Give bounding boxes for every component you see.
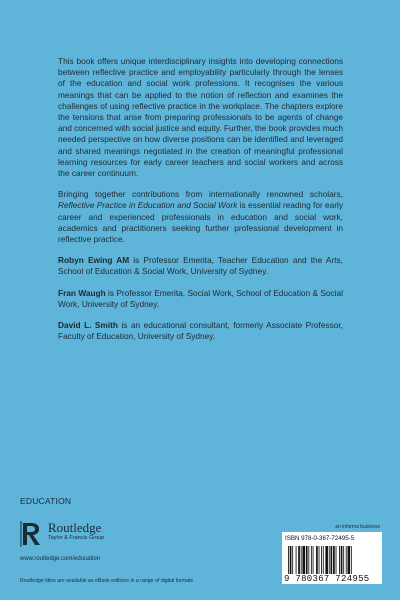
barcode-bar (301, 546, 302, 574)
book-title: Reflective Practice in Education and Social Work (58, 200, 238, 211)
blurb-text: Bringing together contributions from internationally renowned scholars, (58, 189, 343, 200)
barcode-bar (333, 546, 335, 574)
barcode-bar (351, 546, 352, 574)
barcode-bar (343, 546, 344, 574)
barcode-bar (331, 546, 333, 574)
barcode-bar (296, 546, 297, 574)
barcode-bar (321, 546, 322, 574)
barcode-bar (290, 546, 292, 574)
barcode-bar (348, 546, 351, 574)
barcode-bar (341, 546, 343, 574)
author-bio-1 (58, 255, 343, 277)
author-name: David L. Smith (58, 320, 118, 331)
barcode-bar (311, 546, 312, 574)
author-bio-text: is Professor Emerita, Social Work, School of Education & Social Work, University of Sydney. (58, 287, 343, 309)
author-bio-3 (58, 320, 343, 342)
barcode-bar (319, 546, 320, 574)
author-bio-2 (58, 288, 343, 310)
barcode-bar (298, 546, 300, 574)
publisher-name: Routledge (48, 520, 102, 535)
subject-label: EDUCATION (20, 496, 72, 506)
barcode-bar (306, 546, 308, 574)
barcode-bar (323, 546, 324, 574)
barcode-bar (302, 546, 305, 574)
publisher-group: Taylor & Francis Group (48, 535, 105, 541)
barcode-bar (292, 546, 293, 574)
ebook-note: Routledge titles are available as eBook editions in a range of digital formats (20, 578, 194, 584)
publisher-url: www.routledge.com/education (20, 556, 101, 562)
barcode-bar (316, 546, 318, 574)
author-name: Fran Waugh (58, 287, 106, 298)
blurb-text: is essential reading for early career and experienced professionals in education and social work, academics and practitioners seeking further professional development in reflective practice. (58, 200, 343, 245)
barcode-bar (339, 546, 340, 574)
barcode-bar (329, 546, 330, 574)
barcode-bar (313, 546, 314, 574)
barcode-bar (346, 546, 347, 574)
publisher-logo (20, 521, 104, 547)
blurb (58, 56, 343, 352)
barcode-bar (308, 546, 309, 574)
publisher-name-block (48, 521, 104, 542)
barcode-bar (336, 546, 337, 574)
blurb-paragraph-1: This book offers unique interdisciplinary insights into developing connections between reflective practice and employability particularly through the lenses of the education and social work professions. It recognises the various meanings that can be applied to the notion of reflection and examines the challenges of using reflective practice in the workplace. The chapters explore the tensions that arise from preparing professionals to be agents of change and concerned with social justice and equity. Further, the book provides much needed perspective on how diverse positions can be identified and leveraged and shared meanings negotiated in the creation of meaningful professional learning resources for early career teachers and social workers and across the career continuum. (58, 56, 343, 179)
isbn-label: ISBN 978-0-367-72495-5 (285, 535, 355, 542)
barcode-icon (288, 546, 376, 574)
barcode-bar (288, 546, 289, 574)
routledge-logo-icon (20, 521, 44, 547)
informa-tagline: an informa business (335, 524, 380, 530)
author-bio-text: is an educational consultant, formerly Associate Professor, Faculty of Education, University of Sydney. (58, 320, 343, 342)
barcode-digits: 9 780367 724955 (284, 574, 370, 584)
author-name: Robyn Ewing AM (58, 255, 130, 266)
blurb-paragraph-2 (58, 189, 343, 245)
author-bio-text: is Professor Emerita, Teacher Education and the Arts, School of Education & Social Work, University of Sydney. (58, 255, 343, 277)
barcode-bar (325, 546, 328, 574)
